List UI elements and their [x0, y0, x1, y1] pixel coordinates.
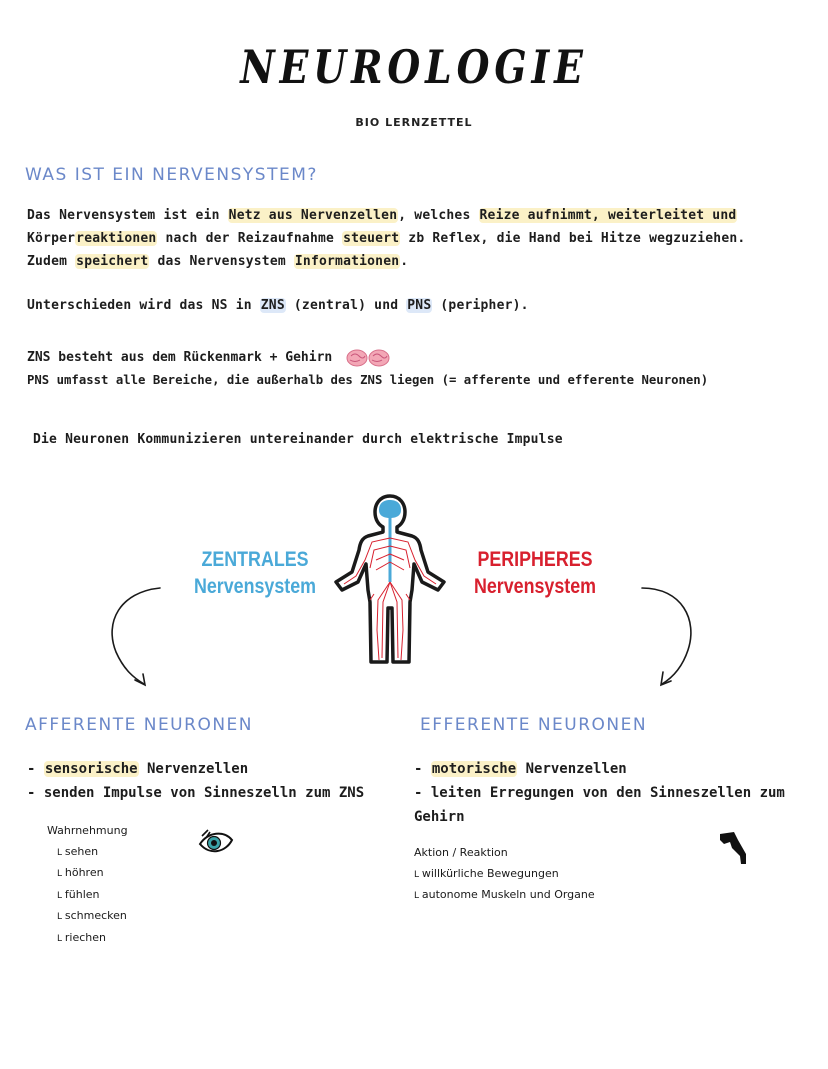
list-item: ᒪ fühlen — [47, 885, 128, 907]
afferent-item-2: - senden Impulse von Sinneszelln zum ZNS — [27, 785, 365, 801]
afferent-heading: AFFERENTE NEURONEN — [25, 715, 253, 735]
curved-arrow-icon — [636, 582, 706, 690]
eye-icon — [198, 826, 234, 858]
list-item: ᒪ schmecken — [47, 906, 128, 928]
intro-line-1: Das Nervensystem ist ein Netz aus Nervenzellen, welches Reize aufnimmt, weiterleitet und — [27, 208, 737, 223]
action-list — [414, 843, 595, 907]
intro-line-3: Zudem speichert das Nervensystem Informationen. — [27, 254, 409, 269]
efferent-item-2-line2: Gehirn — [414, 809, 465, 825]
pns-line: PNS umfasst alle Bereiche, die außerhalb des ZNS liegen (= afferente und efferente Neuronen) — [27, 373, 709, 387]
neurons-communication: Die Neuronen Kommunizieren untereinander durch elektrische Impulse — [33, 432, 563, 447]
pns-label-line1: PERIPHERES — [477, 548, 593, 571]
leg-icon — [716, 830, 752, 868]
action-heading: Aktion / Reaktion — [414, 846, 508, 859]
list-item: ᒪ willkürliche Bewegungen — [414, 864, 595, 886]
brain-icon — [346, 347, 392, 369]
pns-label-line2: Nervensystem — [473, 575, 597, 598]
list-item: ᒪ riechen — [47, 928, 128, 950]
efferent-item-1: - motorische Nervenzellen — [414, 761, 627, 777]
efferent-list — [414, 757, 785, 829]
zns-pns-paragraph: Unterschieden wird das NS in ZNS (zentral) und PNS (peripher). — [27, 298, 529, 313]
list-item: ᒪ sehen — [47, 842, 128, 864]
perception-list — [47, 821, 128, 949]
cns-label-line2: Nervensystem — [193, 575, 317, 598]
afferent-list — [27, 757, 364, 805]
perception-heading: Wahrnehmung — [47, 824, 128, 837]
list-item: ᒪ autonome Muskeln und Organe — [414, 885, 595, 907]
zns-line: ZNS besteht aus dem Rückenmark + Gehirn — [27, 346, 708, 369]
curved-arrow-icon — [100, 582, 170, 690]
efferent-heading: EFFERENTE NEURONEN — [420, 715, 648, 735]
page-title: NEUROLOGIE — [240, 40, 588, 94]
afferent-item-1: - sensorische Nervenzellen — [27, 761, 249, 777]
cns-label — [187, 546, 323, 600]
zns-pns-detail — [27, 346, 708, 392]
intro-paragraph — [27, 204, 745, 273]
intro-line-2: Körperreaktionen nach der Reizaufnahme steuert zb Reflex, die Hand bei Hitze wegzuziehen. — [27, 231, 746, 246]
page-subtitle: BIO LERNZETTEL — [355, 116, 473, 129]
cns-label-line1: ZENTRALES — [201, 548, 309, 571]
list-item: ᒪ höhren — [47, 863, 128, 885]
section-heading-nervensystem: WAS IST EIN NERVENSYSTEM? — [25, 165, 318, 185]
efferent-item-2-line1: - leiten Erregungen von den Sinneszellen zum — [414, 785, 785, 801]
human-nervous-system-figure — [330, 490, 450, 668]
pns-label — [467, 546, 603, 600]
